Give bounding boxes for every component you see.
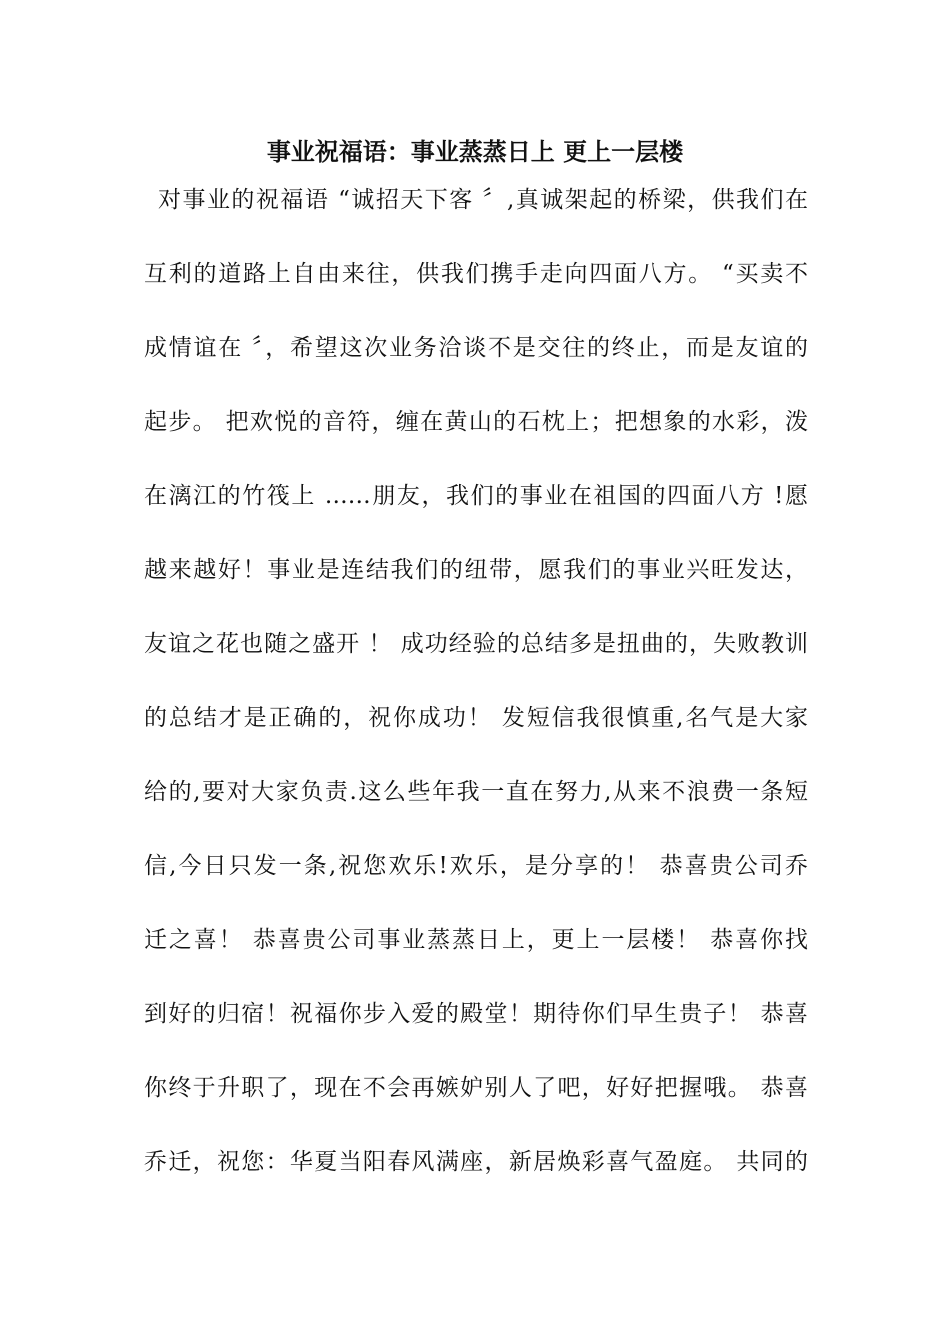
body-line: 迁之喜！ 恭喜贵公司事业蒸蒸日上，更上一层楼！ 恭喜你找 bbox=[144, 927, 808, 953]
body-line: 的总结才是正确的，祝你成功！ 发短信我很慎重,名气是大家 bbox=[144, 705, 808, 731]
body-line: 到好的归宿！祝福你步入爱的殿堂！期待你们早生贵子！ 恭喜 bbox=[144, 1001, 808, 1027]
document-title: 事业祝福语：事业蒸蒸日上 更上一层楼 bbox=[266, 137, 684, 166]
body-line: 越来越好！事业是连结我们的纽带，愿我们的事业兴旺发达， bbox=[144, 557, 808, 583]
document-body bbox=[144, 180, 808, 1216]
body-line: 信,今日只发一条,祝您欢乐!欢乐，是分享的！ 恭喜贵公司乔 bbox=[144, 853, 808, 879]
body-line: 你终于升职了，现在不会再嫉妒别人了吧，好好把握哦。 恭喜 bbox=[144, 1075, 808, 1101]
body-line: 友谊之花也随之盛开 ！ 成功经验的总结多是扭曲的，失败教训 bbox=[144, 631, 808, 657]
body-line: 互利的道路上自由来往，供我们携手走向四面八方。 “买卖不 bbox=[144, 261, 808, 287]
body-line: 在漓江的竹筏上 ……朋友，我们的事业在祖国的四面八方 !愿 bbox=[144, 483, 808, 509]
body-line: 给的,要对大家负责.这么些年我一直在努力,从来不浪费一条短 bbox=[144, 779, 808, 805]
body-line: 起步。 把欢悦的音符，缠在黄山的石枕上；把想象的水彩，泼 bbox=[144, 409, 808, 435]
body-line: 对事业的祝福语 “诚招天下客 〞,真诚架起的桥梁，供我们在 bbox=[158, 187, 808, 213]
body-line: 成情谊在 〞，希望这次业务洽谈不是交往的终止，而是友谊的 bbox=[144, 335, 808, 361]
body-line: 乔迁，祝您：华夏当阳春风满座，新居焕彩喜气盈庭。 共同的 bbox=[144, 1149, 808, 1175]
